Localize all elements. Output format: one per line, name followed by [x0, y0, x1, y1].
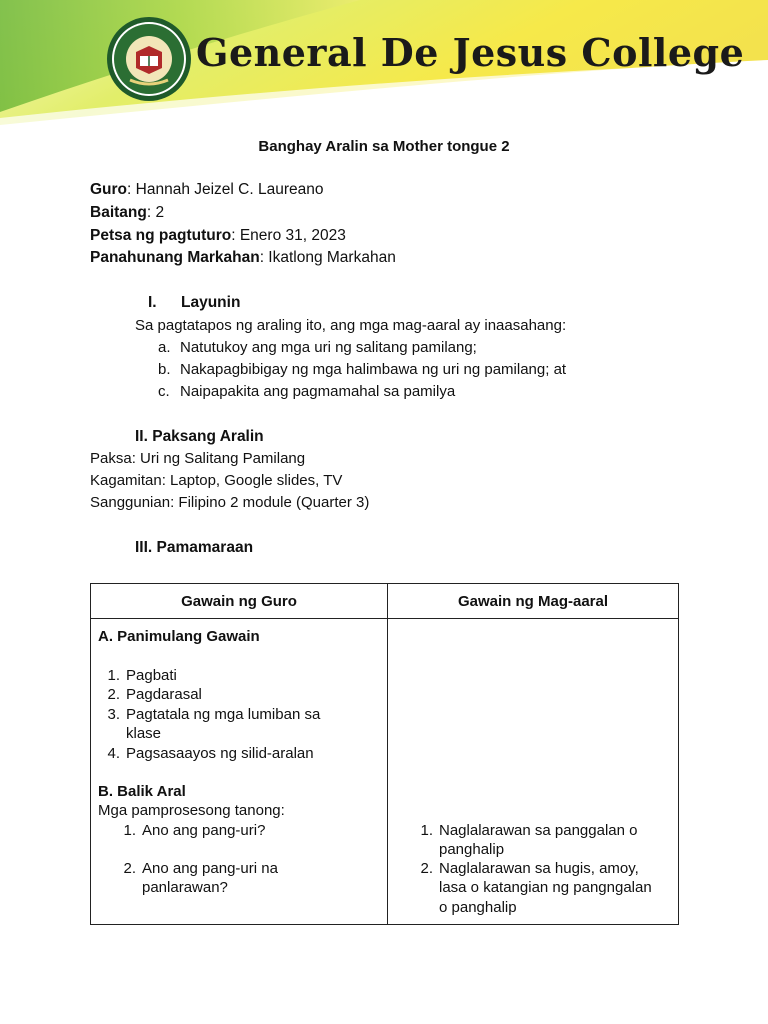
teacher-activity-cell — [91, 619, 388, 925]
info-label: Guro — [90, 181, 128, 198]
part-a-title: A. Panimulang Gawain — [98, 628, 260, 645]
info-value: : Hannah Jeizel C. Laureano — [127, 181, 324, 198]
student-activity-cell — [388, 619, 679, 925]
answer-2: 2. Naglalarawan sa hugis, amoy, — [420, 860, 639, 877]
section-1-title: Layunin — [181, 294, 241, 311]
part-b-intro: Mga pamprosesong tanong: — [98, 802, 285, 819]
info-date — [90, 227, 346, 245]
list-item: 4. Pagsasaayos ng silid-aralan — [107, 745, 314, 762]
reference-line: Sanggunian: Filipino 2 module (Quarter 3) — [90, 494, 370, 511]
section-2-title: II. Paksang Aralin — [135, 428, 264, 445]
college-name: General De Jesus College — [196, 30, 745, 75]
info-value: : Enero 31, 2023 — [231, 227, 346, 244]
info-label: Baitang — [90, 204, 147, 221]
materials-line: Kagamitan: Laptop, Google slides, TV — [90, 472, 343, 489]
col-header-teacher: Gawain ng Guro — [91, 584, 388, 619]
table-row — [91, 619, 679, 925]
topic-line: Paksa: Uri ng Salitang Pamilang — [90, 450, 306, 467]
document-title: Banghay Aralin sa Mother tongue 2 — [258, 138, 510, 155]
col-header-student: Gawain ng Mag-aaral — [388, 584, 679, 619]
objective-text: Naipapakita ang pagmamahal sa pamilya — [180, 383, 456, 400]
info-label: Petsa ng pagtuturo — [90, 227, 232, 244]
question-2-continuation: panlarawan? — [142, 879, 228, 896]
section-1-intro: Sa pagtatapos ng araling ito, ang mga mag-aaral ay inaasahang: — [135, 317, 567, 334]
info-teacher — [90, 181, 324, 199]
list-item: 2. Pagdarasal — [107, 686, 202, 703]
question-1: 1. Ano ang pang-uri? — [123, 822, 266, 839]
question-2: 2. Ano ang pang-uri na — [123, 860, 278, 877]
section-1-numeral: I. — [148, 294, 157, 311]
info-label: Panahunang Markahan — [90, 249, 260, 266]
objective-b — [158, 361, 566, 378]
table-header-row — [91, 584, 679, 619]
info-value: : 2 — [146, 204, 165, 221]
objective-a — [158, 339, 477, 356]
objective-c — [158, 383, 455, 400]
answer-2-continuation: lasa o katangian ng pangngalan — [439, 879, 652, 896]
college-seal-logo — [106, 16, 192, 102]
answer-1: 1. Naglalarawan sa panggalan o — [420, 822, 638, 839]
objective-text: Nakapagbibigay ng mga halimbawa ng uri ng pamilang; at — [180, 361, 567, 378]
list-item: 3. Pagtatala ng mga lumiban sa — [107, 706, 321, 723]
part-b-title: B. Balik Aral — [98, 783, 186, 800]
list-item-continuation: klase — [126, 725, 162, 742]
objective-marker: b. — [158, 361, 171, 378]
answer-1-continuation: panghalip — [439, 841, 505, 858]
info-grade — [90, 204, 164, 222]
objective-marker: a. — [158, 339, 171, 356]
list-item: 1. Pagbati — [107, 667, 177, 684]
answer-2-continuation: o panghalip — [439, 899, 517, 916]
procedure-table — [90, 583, 679, 925]
objective-marker: c. — [158, 383, 170, 400]
objective-text: Natutukoy ang mga uri ng salitang pamilang; — [180, 339, 477, 356]
info-quarter — [90, 249, 396, 267]
section-3-title: III. Pamamaraan — [135, 539, 254, 556]
header-banner — [0, 0, 768, 140]
info-value: : Ikatlong Markahan — [259, 249, 396, 266]
